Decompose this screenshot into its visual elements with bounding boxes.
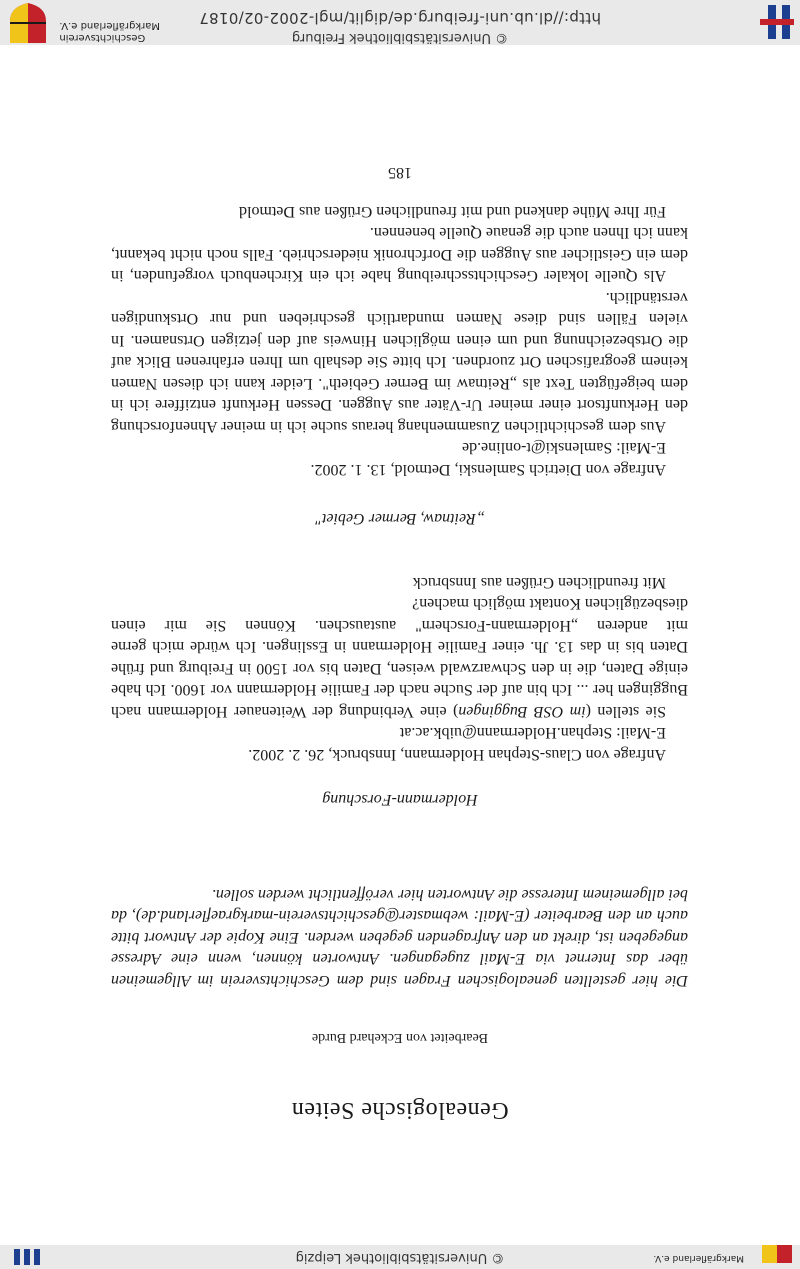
logo-caption-line: Markgräflerland e.V. [59,20,160,31]
request-line: Anfrage von Dietrich Samlenski, Detmold, 13. 1. 2002. [310,461,666,478]
section-heading: „Reitnaw, Bermer Gebiet" [315,510,485,527]
logo-caption [59,19,160,43]
query-body: Als Quelle lokaler Geschichtsschreibung habe ich ein Kirchenbuch vorgefunden, in dem ein Geistlicher aus Auggen die Dorfchronik niederschrieb. Falls noch nicht bekannt, kann ich Ihnen auch die genaue Quelle benennen. [111,224,688,285]
email-line: E-Mail: Samlenski@t-online.de [461,439,666,457]
query-entry [111,201,688,481]
query-body: Aus dem geschichtlichen Zusammenhang heraus suche ich in meiner Ahnenforschung den Herkunftsort einer meiner Ur-Väter aus Auggen. Dessen Herkunft entziffere ich in dem beigefügten Text als „Reitnaw im Berner Gebieth". Leider kann ich diesen Namen keinem geografischen Ort zuordnen. Ich bitte Sie deshalb um Ihren erfahrenen Blick auf die Ortsbezeichnung und um einen möglichen Hinweis auf den jetzigen Ortsnamen. In vielen Fällen sind diese Namen mundartlich geschrieben und nur Ortskundigen verständlich. [111,289,688,435]
body-text: ) eine Verbindung der Weitenauer Holdermann nach Buggingen her ... Ich bin auf der Suche nach der Familie Holdermann vor 1600. Ich habe einige Daten, die in den Schwarzwald weisen, Daten bis vor 1500 in Freiburg und frühe Daten bis in das 13. Jh. einer Familie Holdermann in Esslingen. Ich würde mich gerne mit anderen „Holdermann-Forschern" austauschen. Können Sie mir einen diesbezüglichen Kontakt möglich machen? [111,595,688,720]
library-logo-icon [12,1245,42,1265]
closing-line: Für Ihre Mühe dankend und mit freundlichen Grüßen aus Detmold [238,203,666,220]
body-italic: im OSB Buggingen [458,703,586,720]
bottom-viewer-bar [0,0,800,45]
intro-paragraph: Die hier gestellten genealogischen Fragen sind dem Geschichtsverein im Allgemeinen über das Internet via E-Mail zugegangen. Antworten können, wenn eine Adresse angegeben ist, direkt an den Anfragenden gegeben werden. Eine Kopie der Antwort bitte auch an den Bearbeiter (E-Mail: webmaster@geschichtsverein-markgraeflerland.de), da bei allgemeinem Interesse die Antworten hier veröffentlicht werden sollen. [111,886,688,989]
closing-line: Mit freundlichen Grüßen aus Innsbruck [412,574,666,591]
page-title: Genealogische Seiten [291,1097,509,1123]
page-number: 185 [388,164,412,181]
request-line: Anfrage von Claus-Stephan Holdermann, Innsbruck, 26. 2. 2002. [248,746,666,763]
byline: Bearbeitet von Eckehard Burde [311,1030,489,1045]
geschichtsverein-logo [8,1,48,45]
copyright-notice: © Universitätsbibliothek Freiburg [291,30,509,45]
logo-caption-line: Geschichtsverein [59,32,146,43]
body-text: Sie stellen ( [585,703,666,720]
permalink-url[interactable]: http://dl.ub.uni-freiburg.de/diglit/mgl-2002-02/0187 [198,9,602,27]
section-heading: Holdermann-Forschung [322,791,478,808]
copyright-notice: © Universitätsbibliothek Leipzig [295,1250,505,1265]
query-body [111,593,688,722]
email-line: E-Mail: Stephan.Holdermann@uibk.ac.at [399,724,666,742]
query-entry [111,572,688,766]
top-viewer-bar [0,1245,800,1269]
logo-caption: Markgräflerland e.V. [653,1253,744,1263]
